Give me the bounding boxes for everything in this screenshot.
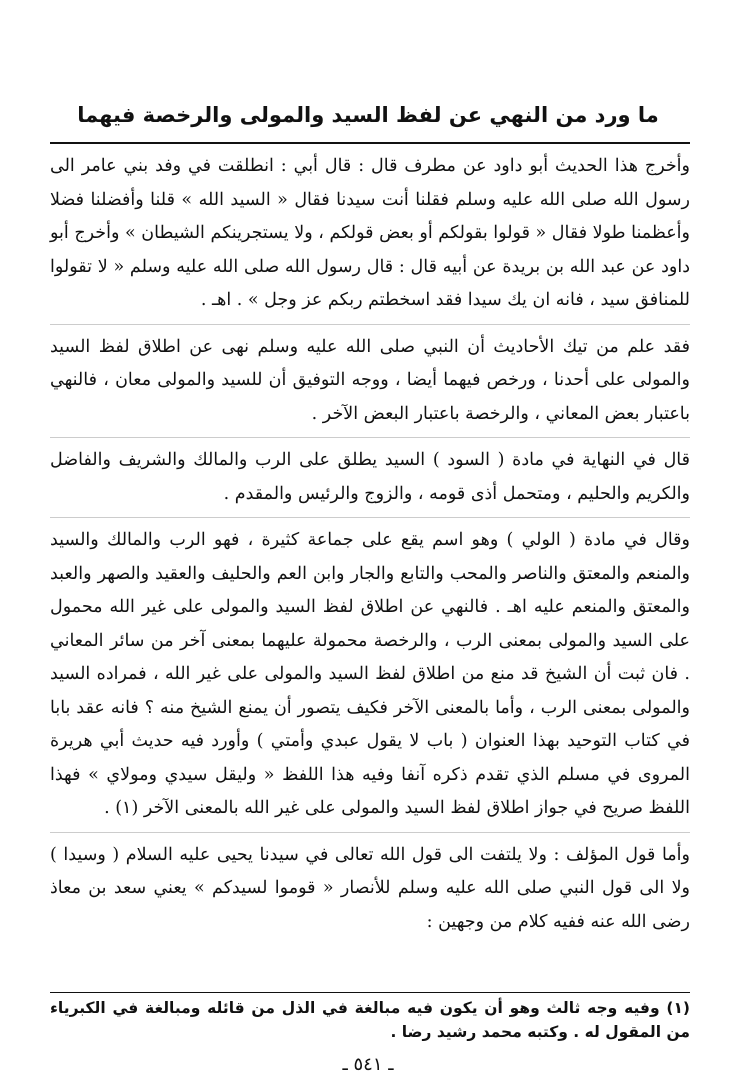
page-number: ـ ٥٤١ ـ (342, 1054, 394, 1075)
paragraph-2: فقد علم من تيك الأحاديث أن النبي صلى الله عليه وسلم نهى عن اطلاق لفظ السيد والمولى على أحدنا ، ورخص فيهما أيضا ، ووجه التوفيق أن للسيد والمولى معان ، فالنهي باعتبار بعض المعاني ، والرخصة باعتبار البعض الآخر . (50, 336, 690, 424)
page-header-title: ما ورد من النهي عن لفظ السيد والمولى والرخصة فيهما (77, 103, 659, 127)
paragraph-divider (50, 517, 690, 518)
paragraph-4: وقال في مادة ( الولي ) وهو اسم يقع على جماعة كثيرة ، فهو الرب والمالك والسيد والمنعم والمعتق والناصر والمحب والتابع والجار وابن العم والحليف والعقيد والصهر والعبد والمعتق والمنعم عليه اهـ . فالنهي عن اطلاق لفظ السيد والمولى على غير الله محمول على السيد والمولى بمعنى الرب ، والرخصة محمولة عليهما بمعنى آخر من سائر المعاني . فان ثبت أن الشيخ قد منع من اطلاق لفظ السيد والمولى على غير الله ، فمراده السيد والمولى بمعنى الرب ، وأما بالمعنى الآخر فكيف يتصور أن يمنع الشيخ منه ؟ فانه عقد بابا في كتاب التوحيد بهذا العنوان ( باب لا يقول عبدي وأمتي ) وأورد فيه حديث أبي هريرة المروى في مسلم الذي تقدم ذكره آنفا وفيه هذا اللفظ « وليقل سيدي ومولاي » فهذا اللفظ صريح في جواز اطلاق لفظ السيد والمولى على غير الله بالمعنى الآخر (١) . (50, 530, 690, 818)
paragraph-3: قال في النهاية في مادة ( السود ) السيد يطلق على الرب والمالك والشريف والفاضل والكريم والحليم ، ومتحمل أذى قومه ، والزوج والرئيس والمقدم . (50, 450, 690, 504)
paragraph-divider (50, 324, 690, 325)
header-divider (50, 142, 690, 144)
paragraph-1: وأخرج هذا الحديث أبو داود عن مطرف قال : قال أبي : انطلقت في وفد بني عامر الى رسول الله صلى الله عليه وسلم فقلنا أنت سيدنا فقال « السيد الله » قلنا وأفضلنا فضلا وأعظمنا طولا فقال « قولوا بقولكم أو بعض قولكم ، ولا يستجرينكم الشيطان » وأخرج أبو داود عن عبد الله بن بريدة عن أبيه قال : قال رسول الله صلى الله عليه وسلم « لا تقولوا للمنافق سيد ، فانه ان يك سيدا فقد اسخطتم ربكم عز وجل » . اهـ . (50, 156, 690, 310)
body-text (50, 150, 690, 945)
footnote: (١) وفيه وجه ثالث وهو أن يكون فيه مبالغة في الذل من قائله ومبالغة في الكبرياء من المقول له . وكتبه محمد رشيد رضا . (50, 999, 690, 1041)
footnote-divider (50, 992, 690, 993)
paragraph-divider (50, 832, 690, 833)
paragraph-5: وأما قول المؤلف : ولا يلتفت الى قول الله تعالى في سيدنا يحيى عليه السلام ( وسيدا ) ولا الى قول النبي صلى الله عليه وسلم للأنصار « قوموا لسيدكم » يعني سعد بن معاذ رضى الله عنه ففيه كلام من وجهين : (50, 844, 690, 932)
paragraph-divider (50, 437, 690, 438)
